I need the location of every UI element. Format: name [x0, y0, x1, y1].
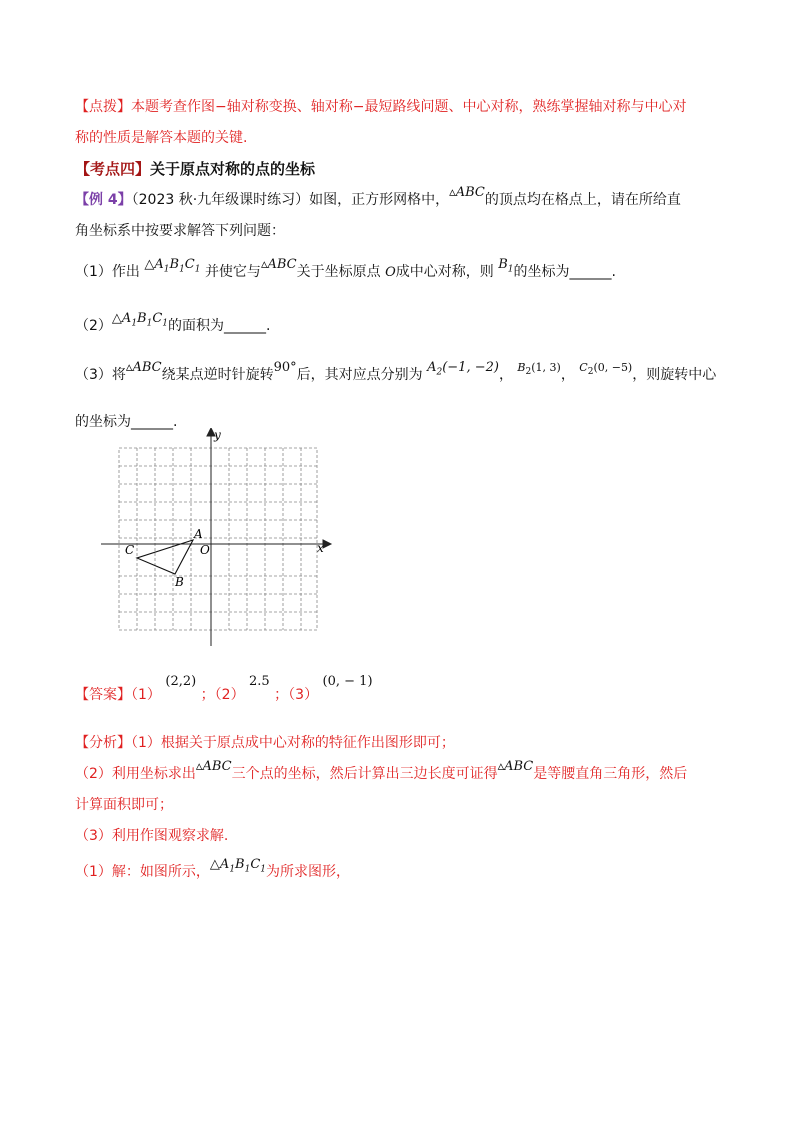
- vertex-a-label: A: [194, 527, 203, 541]
- triangle-abc-q1: ▵ABC: [260, 257, 297, 272]
- hint-text-2: 称的性质是解答本题的关键.: [75, 130, 248, 146]
- section-heading: [75, 159, 315, 179]
- example-line-2: [75, 221, 285, 241]
- example-text: 的顶点均在格点上，请在所给直: [484, 192, 681, 208]
- answer-value-2: 2.5: [249, 674, 270, 689]
- section-label: 【考点四】: [75, 160, 151, 178]
- analysis-text-1: （1）根据关于原点成中心对称的特征作出图形即可；: [131, 735, 455, 751]
- question-1: [75, 257, 616, 288]
- analysis-line-1: [75, 733, 455, 753]
- q1-text-b: 关于坐标原点: [296, 264, 381, 280]
- q3-num: （3）将: [75, 367, 126, 383]
- example-text-2: 角坐标系中按要求解答下列问题：: [75, 223, 285, 239]
- point-b2: B2(1, 3): [517, 361, 561, 378]
- triangle-abc-analysis-2: ▵ABC: [497, 759, 534, 774]
- q3-blank: ______.: [131, 414, 178, 430]
- point-b1: $B_1$: [498, 257, 514, 275]
- analysis-label: 【分析】: [75, 735, 131, 751]
- x-axis-label: x: [317, 541, 324, 555]
- triangle-abc-q3: ▵ABC: [125, 360, 162, 375]
- analysis-text-2b: 三个点的坐标，然后计算出三边长度可证得: [231, 766, 498, 782]
- answer-part2: ；（2）: [200, 687, 245, 703]
- dashed-grid: [119, 448, 317, 630]
- point-c2: C2(0, −5): [579, 361, 633, 378]
- solution-line: [75, 857, 351, 888]
- q3-line2: 的坐标为: [75, 414, 131, 430]
- rotation-angle: 90°: [273, 360, 297, 375]
- vertex-b-label: B: [175, 575, 184, 589]
- analysis-text-2c: 是等腰直角三角形，然后: [533, 766, 688, 782]
- answer-part3: ；（3）: [274, 687, 319, 703]
- hint-line-2: [75, 128, 247, 148]
- q1-num: （1）作出: [75, 264, 140, 280]
- q3-text-a: 绕某点逆时针旋转: [161, 367, 274, 383]
- hint-text-1: 本题考查作图−轴对称变换、轴对称−最短路线问题、中心对称，熟练掌握轴对称与中心对: [131, 99, 687, 115]
- question-2: [75, 311, 271, 342]
- triangle-abc: ▵ABC: [449, 185, 485, 200]
- example-label: 【例 4】: [75, 192, 132, 208]
- analysis-line-2: [75, 759, 688, 785]
- triangle-a1b1c1-solution: $\triangle A_1B_1C_1$: [209, 857, 267, 875]
- answer-value-1: (2,2): [165, 674, 197, 689]
- answer-label: 【答案】: [75, 687, 131, 703]
- axes: [101, 428, 331, 646]
- point-a2: $A_2(-1$, −2): [427, 360, 499, 378]
- solution-text-a: （1）解：如图所示，: [75, 864, 210, 880]
- hint-label: 【点拨】: [75, 99, 131, 115]
- section-title: 关于原点对称的点的坐标: [150, 160, 316, 178]
- q2-blank: ______.: [224, 318, 271, 334]
- q2-num: （2）: [75, 318, 112, 334]
- triangle-a1b1c1-q2: $\triangle A_1B_1C_1$: [111, 311, 169, 329]
- triangle-abc-analysis-1: ▵ABC: [195, 759, 232, 774]
- example-line-1: [75, 185, 681, 211]
- q1-blank: ______.: [569, 264, 616, 280]
- q1-text-c: 成中心对称，则: [395, 264, 494, 280]
- question-3: （3）将▵ABC绕某点逆时针旋转90°后，其对应点分别为 $A_2(-1$, −2)， $^{B_2(1, 3)}$， $^{C_2(0, -5)}$，则旋转中心: [75, 360, 717, 383]
- analysis-text-4: （3）利用作图观察求解.: [75, 828, 229, 844]
- analysis-line-3: [75, 795, 173, 815]
- q1-text-a: 并使它与: [204, 264, 261, 280]
- answer-value-3: (0, − 1): [322, 674, 373, 689]
- triangle-abc-shape: [137, 540, 193, 574]
- analysis-text-2a: （2）利用坐标求出: [75, 766, 196, 782]
- analysis-line-4: [75, 826, 228, 846]
- q2-text: 的面积为: [168, 318, 225, 334]
- example-source: （2023 秋·九年级课时练习）如图，正方形网格中，: [131, 192, 450, 208]
- answer-part1: （1）: [131, 687, 161, 703]
- solution-text-b: 为所求图形，: [266, 864, 351, 880]
- vertex-c-label: C: [125, 543, 135, 557]
- y-axis-label: y: [214, 428, 221, 442]
- q1-text-d: 的坐标为: [513, 264, 570, 280]
- hint-line-1: [75, 97, 686, 117]
- origin-o: O: [385, 265, 396, 280]
- triangle-a1b1c1: $\triangle A_1B_1C_1$: [144, 257, 201, 275]
- q3-text-b: 后，其对应点分别为: [296, 367, 423, 383]
- analysis-text-3: 计算面积即可；: [75, 797, 173, 813]
- coordinate-grid-figure: [95, 428, 335, 650]
- origin-label: O: [200, 543, 210, 557]
- answer-line: [75, 674, 373, 706]
- q3-text-c: ，则旋转中心: [632, 367, 717, 383]
